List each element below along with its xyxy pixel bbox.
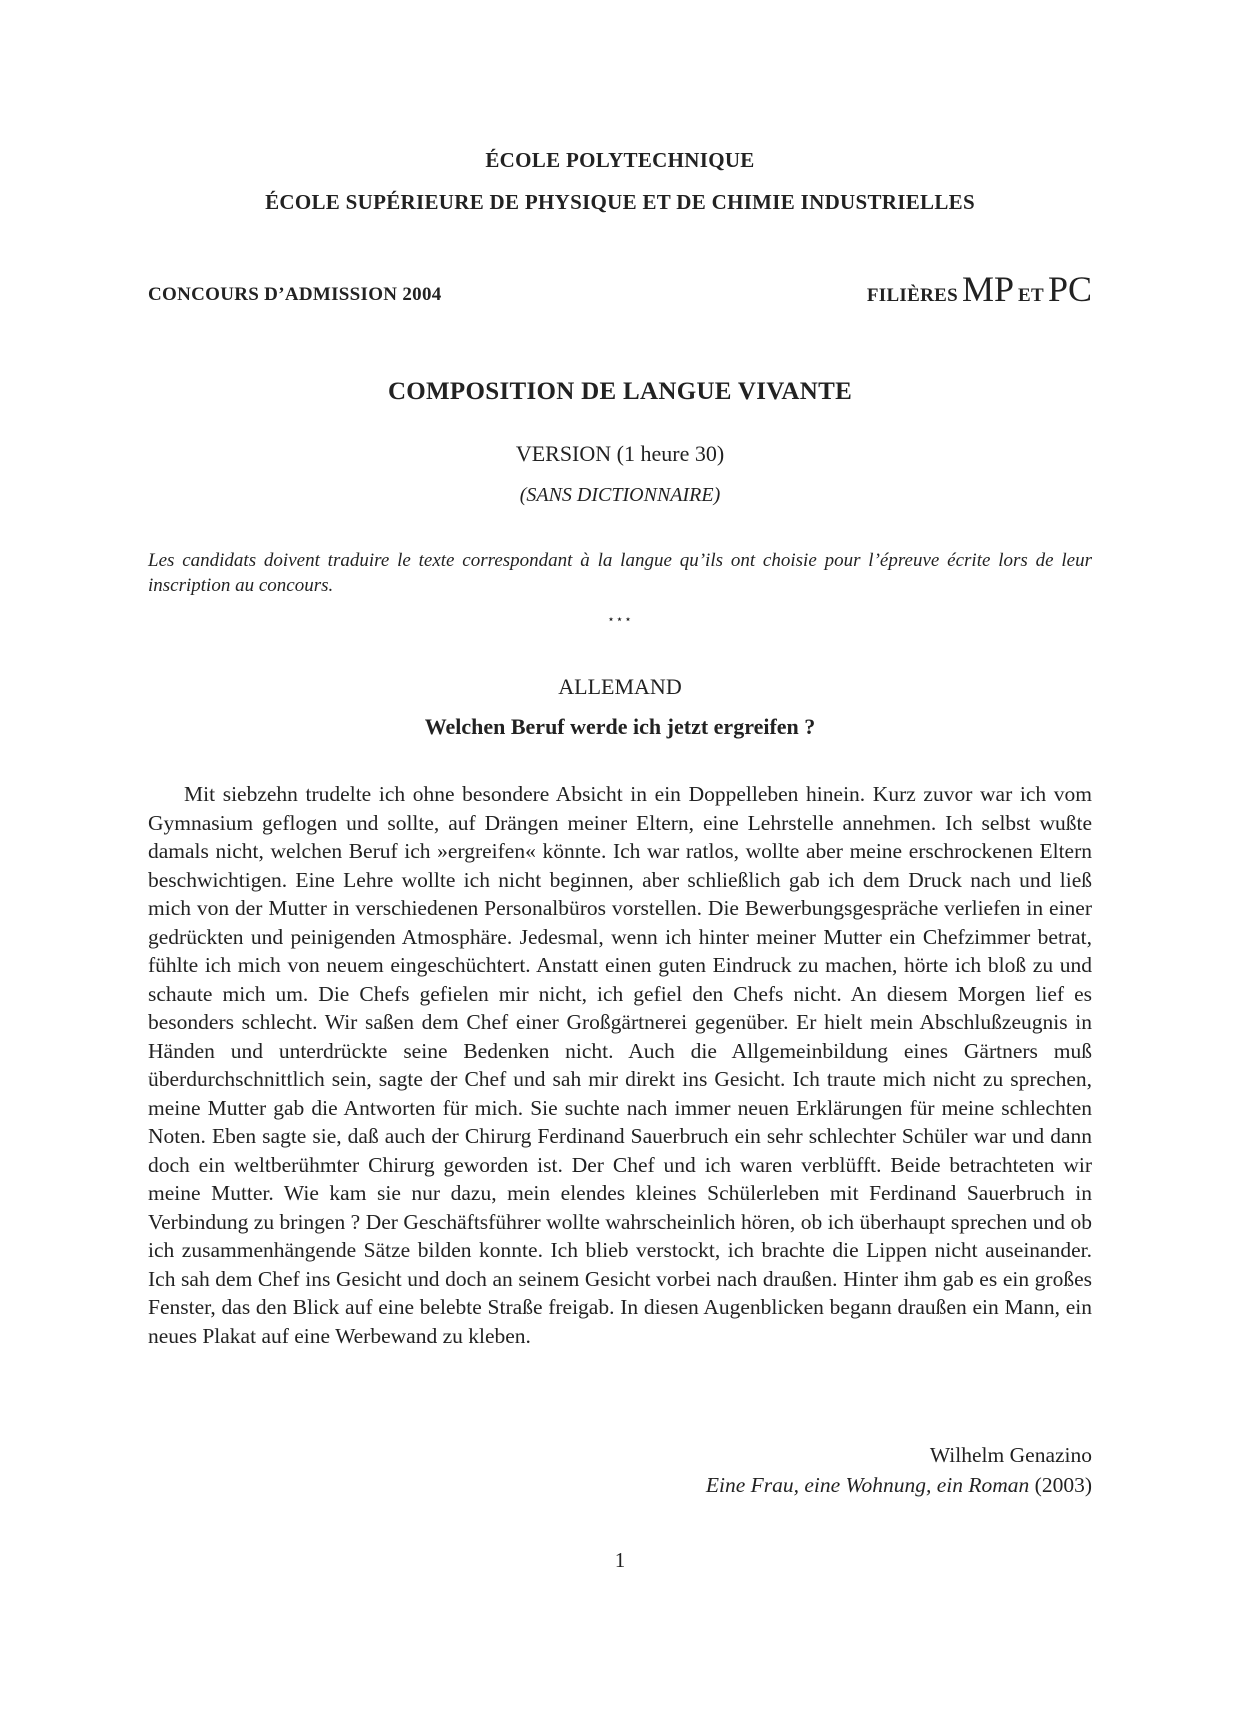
sans-dictionnaire-label: (SANS DICTIONNAIRE)	[519, 484, 721, 506]
attribution	[706, 1440, 1092, 1500]
school-name-2: ÉCOLE SUPÉRIEURE DE PHYSIQUE ET DE CHIMIE INDUSTRIELLES	[265, 190, 975, 214]
version-label: VERSION (1 heure 30)	[515, 441, 725, 466]
page-number: 1	[614, 1548, 626, 1572]
separator-stars: ⋆⋆⋆	[607, 612, 633, 626]
composition-title: COMPOSITION DE LANGUE VIVANTE	[387, 378, 853, 405]
instructions-text: Les candidats doivent traduire le texte correspondant à la langue qu’ils ont choisie pour l’épreuve écrite lors de leur inscription au concours.	[148, 550, 1092, 596]
text-title: Welchen Beruf werde ich jetzt ergreifen ?	[424, 714, 816, 739]
school-name-1: ÉCOLE POLYTECHNIQUE	[485, 148, 755, 172]
language-heading: ALLEMAND	[558, 674, 682, 699]
body-paragraph: Mit siebzehn trudelte ich ohne besondere Absicht in ein Doppelleben hinein. Kurz zuvor war ich vom Gymnasium geflogen und sollte, auf Drängen meiner Eltern, eine Lehrstelle annehmen. Ich selbst wußte damals nicht, welchen Beruf ich »ergreifen« könnte. Ich war ratlos, wollte aber meine erschrockenen Eltern beschwichtigen. Eine Lehre wollte ich nicht beginnen, aber schließlich gab ich dem Druck nach und ließ mich von der Mutter in verschiedenen Personalbüros vorstellen. Die Bewerbungsgespräche verliefen in einer gedrückten und peinigenden Atmosphäre. Jedesmal, wenn ich hinter meiner Mutter ein Chefzimmer betrat, fühlte ich mich von neuem eingeschüchtert. Anstatt einen guten Eindruck zu machen, hörte ich bloß zu und schaute mich um. Die Chefs gefielen mir nicht, ich gefiel den Chefs nicht. An diesem Morgen lief es besonders schlecht. Wir saßen dem Chef einer Großgärtnerei gegenüber. Er hielt mein Abschlußzeugnis in Händen und unterdrückte seine Bedenken nicht. Auch die Allgemeinbildung eines Gärtners muß überdurchschnittlich sein, sagte der Chef und sah mir direkt ins Gesicht. Ich traute mich nicht zu sprechen, meine Mutter gab die Antworten für mich. Sie suchte nach immer neuen Erklärungen für meine schlechten Noten. Eben sagte sie, daß auch der Chirurg Ferdinand Sauerbruch ein sehr schlechter Schüler war und dann doch ein weltberühmter Chirurg geworden ist. Der Chef und ich waren verblüfft. Beide betrachteten wir meine Mutter. Wie kam sie nur dazu, mein elendes kleines Schülerleben mit Ferdinand Sauerbruch in Verbindung zu bringen ? Der Geschäftsführer wollte wahrscheinlich hören, ob ich überhaupt sprechen und ob ich zusammenhängende Sätze bilden konnte. Ich blieb verstockt, ich brachte die Lippen nicht auseinander. Ich sah dem Chef ins Gesicht und doch an seinem Gesicht vorbei nach draußen. Hinter ihm gab es ein großes Fenster, das den Blick auf eine belebte Straße freigab. In diesen Augenblicken begann draußen ein Mann, ein neues Plakat auf eine Werbewand zu kleben.	[148, 782, 1092, 1348]
book-title: Eine Frau, eine Wohnung, ein Roman	[705, 1473, 1030, 1497]
filieres-connector: ET	[1018, 285, 1044, 306]
filieres-label: FILIÈRES	[866, 285, 958, 306]
filiere-pc: PC	[1047, 269, 1092, 309]
book-reference	[706, 1470, 1092, 1500]
book-year: (2003)	[1034, 1473, 1092, 1497]
filiere-mp: MP	[961, 269, 1014, 309]
author-name: Wilhelm Genazino	[929, 1443, 1092, 1467]
concours-label: CONCOURS D’ADMISSION 2004	[148, 284, 442, 305]
filieres-line	[867, 268, 1092, 310]
